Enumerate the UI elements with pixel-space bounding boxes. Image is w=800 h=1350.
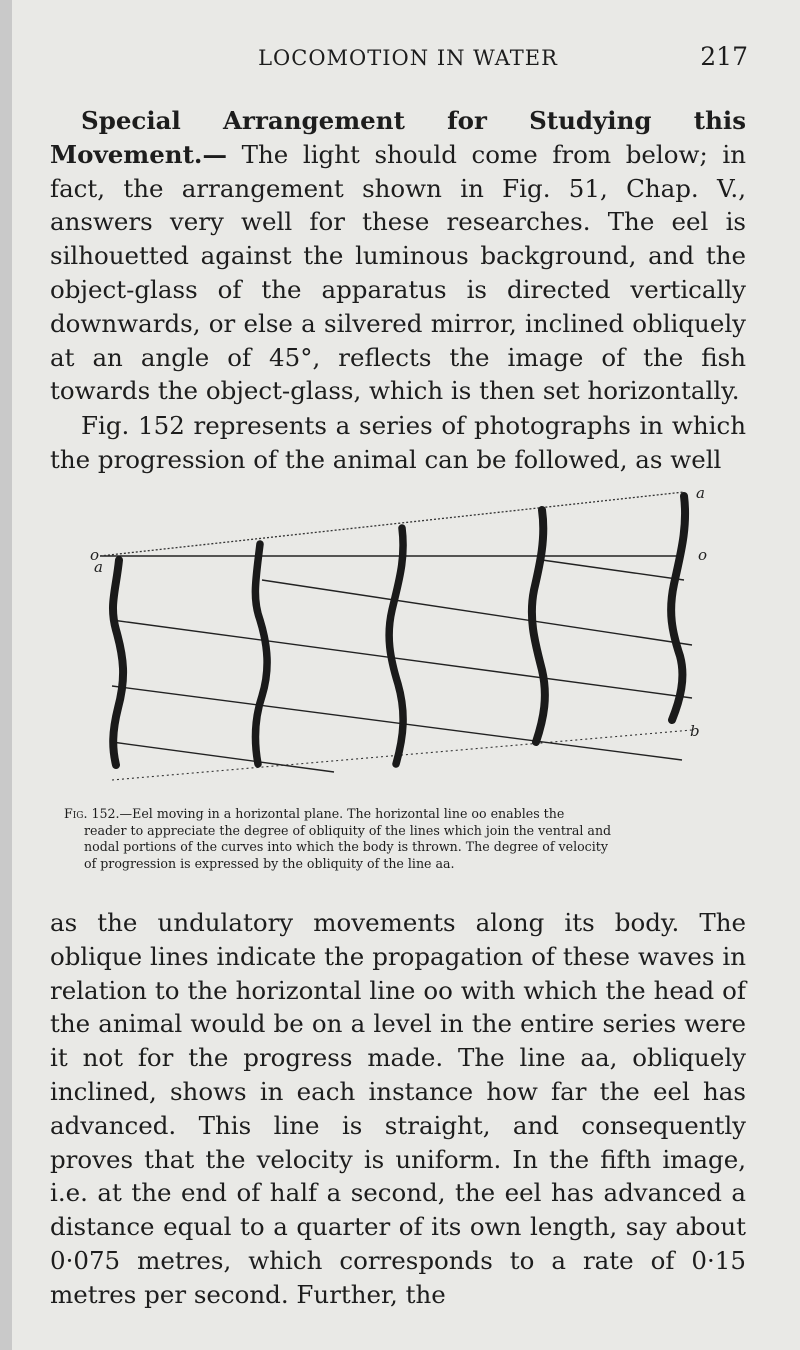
running-head: [12, 42, 800, 76]
caption-line: nodal portions of the curves into which the body is thrown. The degree of velocity: [84, 839, 608, 855]
page-number: 217: [700, 42, 748, 71]
figure-152-eel-illustration: [72, 480, 712, 800]
figure-caption: [64, 806, 744, 872]
eel-silhouette: [389, 528, 403, 764]
caption-label: Fig.: [64, 806, 88, 821]
oblique-line: [542, 560, 684, 580]
caption-line: Fig. 152.—Eel moving in a horizontal plane. The horizontal line oo enables the: [64, 806, 565, 821]
paragraph-undulatory-movements: as the undulatory movements along its body. The oblique lines indicate the propagation of these waves in relation to the horizontal line oo with which the head of the animal would be on a level in the entire series were it not for the progress made. The line aa, obliquely inclined, shows in each instance how far the eel has advanced. This line is straight, and consequently proves that the velocity is uniform. In the fifth image, i.e. at the end of half a second, the eel has advanced a distance equal to a quarter of its own length, say about 0·075 metres, which corresponds to a rate of 0·15 metres per second. Further, the: [50, 908, 746, 1309]
running-title: LOCOMOTION IN WATER: [258, 46, 558, 70]
caption-line: reader to appreciate the degree of obliquity of the lines which join the ventral and: [84, 822, 612, 838]
label-a-left: a: [94, 558, 103, 576]
oblique-line: [262, 580, 692, 645]
eel-silhouette: [671, 496, 685, 720]
paragraph-special-arrangement: [50, 104, 746, 408]
label-o-left: o: [90, 546, 100, 564]
oblique-line: [112, 742, 334, 772]
book-page: [12, 0, 800, 1350]
eel-silhouette: [532, 510, 545, 742]
label-a-right: a: [696, 484, 705, 502]
label-b: b: [690, 722, 700, 740]
line-aa: [100, 492, 684, 556]
label-o-right: o: [698, 546, 708, 564]
run-in-heading: Special Arrangement for Studying this Movement.—: [50, 106, 746, 169]
caption-line: of progression is expressed by the obliquity of the line aa.: [84, 855, 455, 871]
paragraph-1-text: The light should come from below; in fact, the arrangement shown in Fig. 51, Chap. V., answers very well for these researches. The eel is silhouetted against the luminous background, and the object-glass of the apparatus is directed vertically downwards, or else a silvered mirror, inclined obliquely at an angle of 45°, reflects the image of the fish towards the object-glass, which is then set horizontally.: [50, 139, 746, 406]
eel-silhouette: [255, 544, 267, 764]
eel-silhouette: [113, 560, 123, 765]
paragraph-fig-152-intro: Fig. 152 represents a series of photographs in which the progression of the animal can be followed, as well: [50, 411, 746, 474]
